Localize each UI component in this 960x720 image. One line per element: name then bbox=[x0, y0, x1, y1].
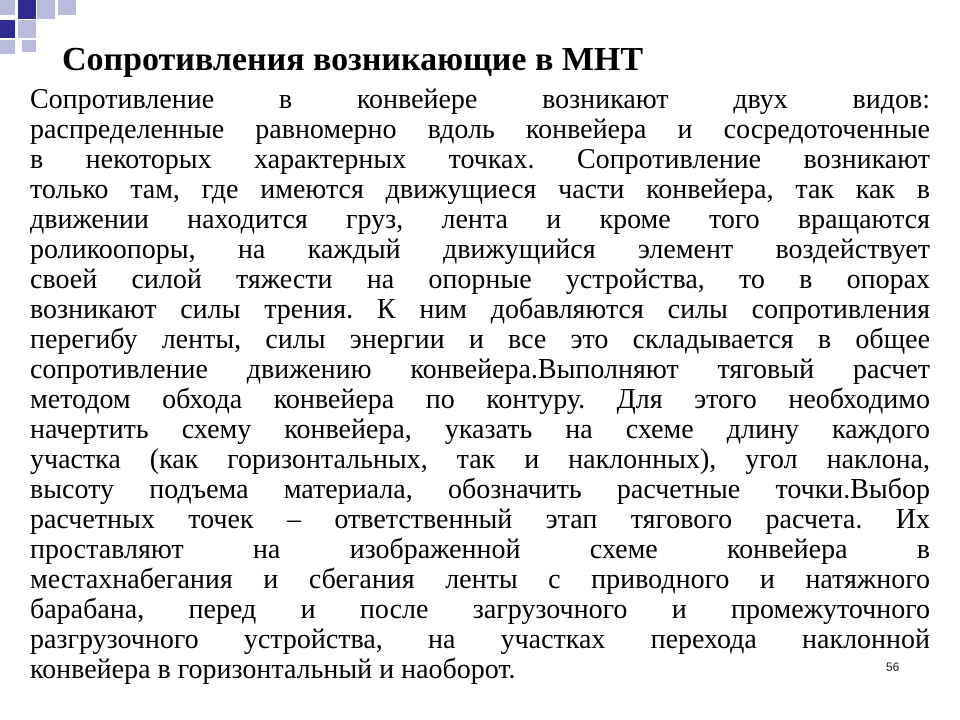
deco-square bbox=[18, 20, 36, 38]
deco-square bbox=[22, 40, 36, 52]
body-line: разгрузочного устройства, на участках перехода наклонной bbox=[30, 624, 930, 655]
deco-square bbox=[58, 0, 76, 15]
body-line: только там, где имеются движущиеся части конвейера, так как в bbox=[30, 174, 930, 205]
body-paragraph bbox=[30, 85, 930, 685]
body-line: перегибу ленты, силы энергии и все это складывается в общее bbox=[30, 324, 930, 355]
body-line: в некоторых характерных точках. Сопротивление возникают bbox=[30, 144, 930, 175]
body-line: местахнабегания и сбегания ленты с приводного и натяжного bbox=[30, 564, 930, 595]
body-line: расчетных точек – ответственный этап тягового расчета. Их bbox=[30, 504, 930, 535]
page-title: Сопротивления возникающие в МНТ bbox=[62, 41, 644, 78]
deco-square bbox=[18, 0, 36, 19]
deco-square bbox=[0, 20, 15, 38]
body-line: движении находится груз, лента и кроме того вращаются bbox=[30, 204, 930, 235]
deco-square bbox=[0, 0, 15, 15]
body-line: возникают силы трения. К ним добавляются силы сопротивления bbox=[30, 294, 930, 325]
deco-square bbox=[37, 0, 55, 19]
body-line: методом обхода конвейера по контуру. Для этого необходимо bbox=[30, 384, 930, 415]
body-line: начертить схему конвейера, указать на схеме длину каждого bbox=[30, 414, 930, 445]
body-line: высоту подъема материала, обозначить расчетные точки.Выбор bbox=[30, 474, 930, 505]
body-line: своей силой тяжести на опорные устройства, то в опорах bbox=[30, 264, 930, 295]
body-line: конвейера в горизонтальный и наоборот. bbox=[30, 654, 516, 685]
deco-square bbox=[0, 40, 15, 54]
body-line: проставляют на изображенной схеме конвейера в bbox=[30, 534, 930, 565]
body-line: участка (как горизонтальных, так и наклонных), угол наклона, bbox=[30, 444, 930, 475]
body-line: сопротивление движению конвейера.Выполняют тяговый расчет bbox=[30, 354, 930, 385]
body-line: роликоопоры, на каждый движущийся элемент воздействует bbox=[30, 234, 930, 265]
body-line: распределенные равномерно вдоль конвейера и сосредоточенные bbox=[30, 114, 930, 145]
page-number: 56 bbox=[886, 660, 900, 674]
body-line: Сопротивление в конвейере возникают двух видов: bbox=[30, 84, 930, 115]
body-line: барабана, перед и после загрузочного и промежуточного bbox=[30, 594, 930, 625]
